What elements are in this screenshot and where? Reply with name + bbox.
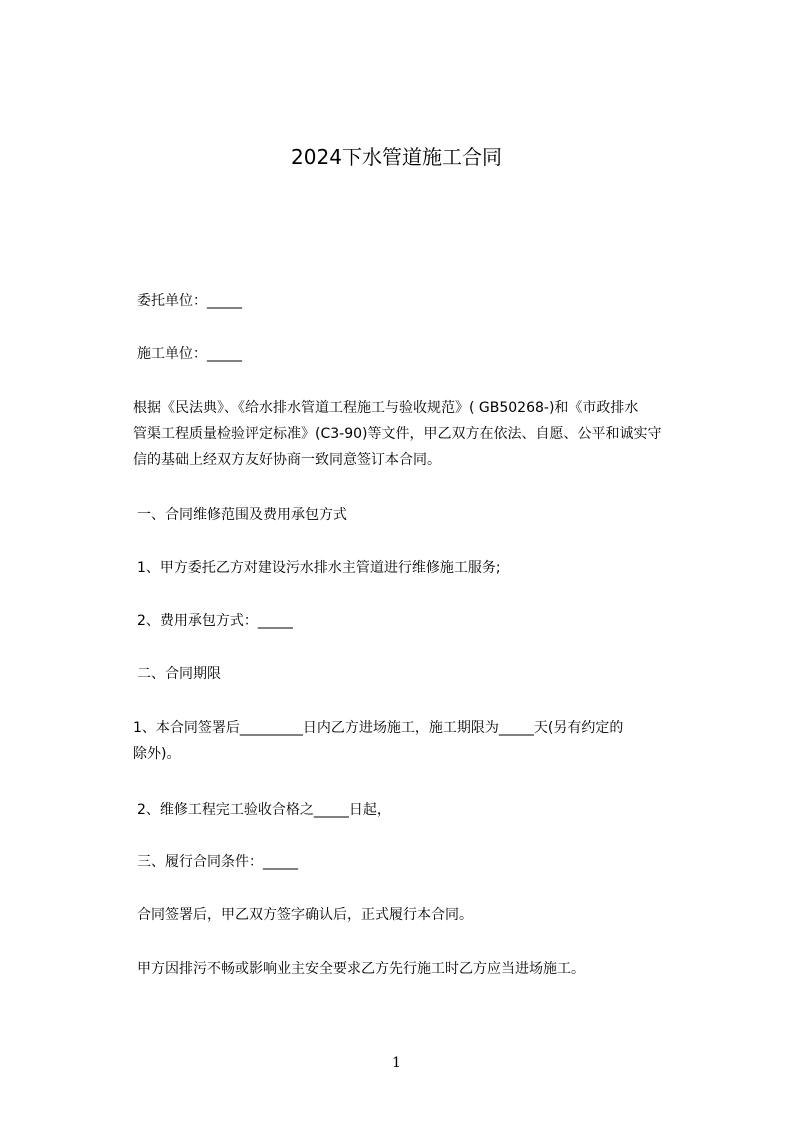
- contractor-line: 施工单位：_____: [137, 346, 242, 362]
- paragraph-3-2: 甲方因排污不畅或影响业主安全要求乙方先行施工时乙方应当进场施工。: [137, 961, 585, 977]
- client-line: 委托单位：_____: [137, 293, 242, 309]
- basis-line-2: 管渠工程质量检验评定标准》(C3-90)等文件，甲乙双方在依法、自愿、公平和诚实守: [133, 426, 662, 442]
- basis-paragraph: [133, 395, 699, 473]
- item-1-2: 2、费用承包方式：_____: [137, 613, 293, 629]
- item-2-2: 2、维修工程完工验收合格之_____日起，: [137, 802, 391, 818]
- page-number: 1: [392, 1055, 401, 1071]
- paragraph-3-1: 合同签署后，甲乙双方签字确认后，正式履行本合同。: [137, 907, 473, 923]
- section-3-heading: 三、履行合同条件：_____: [137, 854, 298, 870]
- section-1-heading: 一、合同维修范围及费用承包方式: [137, 507, 347, 523]
- item-2-1-line-1: 1、本合同签署后_________日内乙方进场施工，施工期限为_____天(另有约定的: [133, 720, 624, 736]
- basis-line-3: 信的基础上经双方友好协商一致同意签订本合同。: [133, 452, 441, 468]
- item-1-1: 1、甲方委托乙方对建设污水排水主管道进行维修施工服务;: [137, 560, 501, 576]
- item-2-1-line-2: 除外)。: [133, 746, 181, 762]
- basis-line-1: 根据《民法典》、《给水排水管道工程施工与验收规范》( GB50268-)和《市政排水: [133, 400, 639, 416]
- section-2-heading: 二、合同期限: [137, 666, 221, 682]
- item-2-1: [133, 715, 699, 767]
- document-title: 2024下水管道施工合同: [291, 145, 502, 169]
